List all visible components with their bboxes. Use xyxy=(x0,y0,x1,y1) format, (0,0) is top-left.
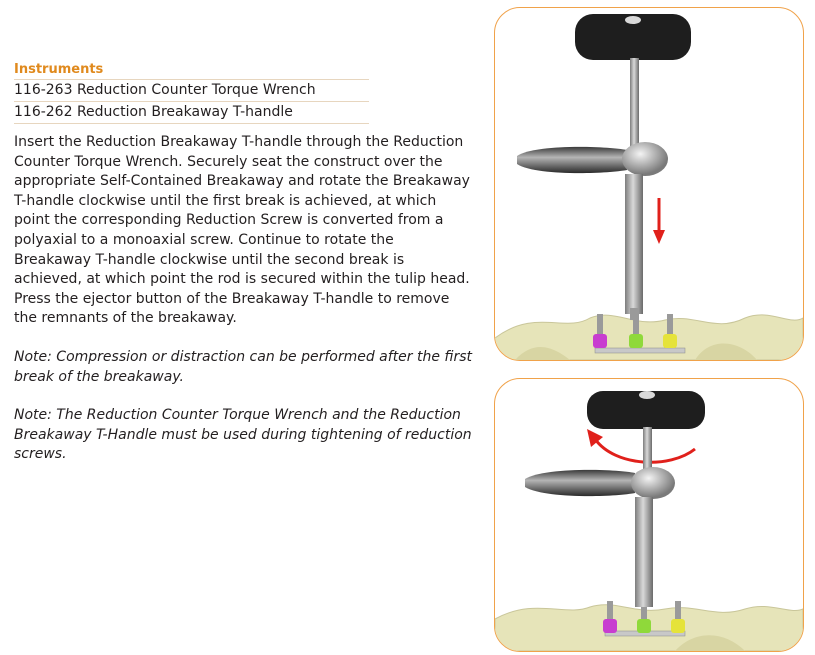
illustration-panel-first-break xyxy=(494,7,804,361)
wrench-illustration-1 xyxy=(495,8,803,360)
text-column xyxy=(14,62,474,465)
note-usage: Note: The Reduction Counter Torque Wrench and the Reduction Breakaway T-Handle must be used during tightening of reduction screws. xyxy=(14,407,472,463)
note-compression: Note: Compression or distraction can be performed after the first break of the breakaway. xyxy=(14,348,473,385)
instruments-heading: Instruments xyxy=(14,62,369,80)
wrench-illustration-2 xyxy=(495,379,803,651)
illustration-panel-second-break xyxy=(494,378,804,652)
instrument-item: 116-263 Reduction Counter Torque Wrench xyxy=(14,80,369,102)
instrument-item: 116-262 Reduction Breakaway T-handle xyxy=(14,102,369,124)
instructions-paragraph: Insert the Reduction Breakaway T-handle through the Reduction Counter Torque Wrench. Securely seat the construct over the appropriate Self-Contained Breakaway and rotate the Breakaway T-handle clockwise until the first break is achieved, at which point the corresponding Reduction Screw is converted from a polyaxial to a monoaxial screw. Continue to rotate the Breakaway T-handle clockwise until the second break is achieved, at which point the rod is secured within the tulip head. Press the ejector button of the Breakaway T-handle to remove the remnants of the breakaway. xyxy=(14,134,470,327)
